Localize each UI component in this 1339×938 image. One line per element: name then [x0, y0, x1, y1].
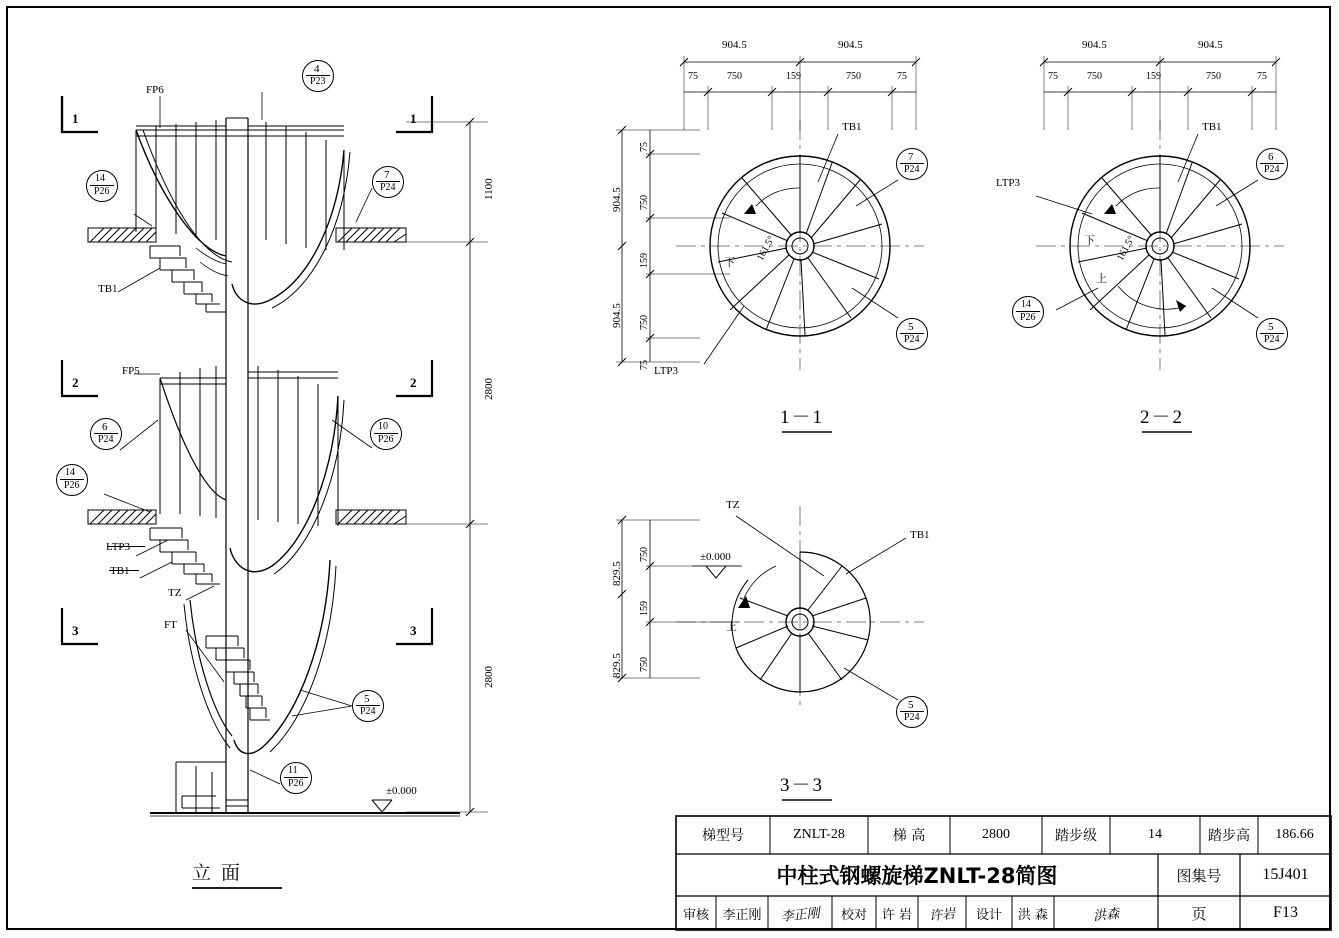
s22-topdim-left: 904.5	[1082, 39, 1107, 51]
part-tag-6-s22: 6 P24	[1256, 148, 1288, 180]
drawing-title: 中柱式钢螺旋梯ZNLT-28简图	[776, 864, 1058, 888]
s11-topdim-right: 904.5	[838, 39, 863, 51]
atlas-value: 15J401	[1262, 866, 1309, 883]
s11-sub-75b: 75	[897, 71, 907, 82]
note-tb1-elev-2: TB1	[110, 565, 130, 577]
part-tag-5-s22: 5 P24	[1256, 318, 1288, 350]
param-label-2: 踏步级	[1055, 828, 1097, 844]
s11-left-750b: 750	[639, 315, 650, 330]
s33-label-datum: ±0.000	[700, 551, 731, 563]
param-value-2: 14	[1148, 827, 1162, 842]
approval-sign-1: 许岩	[928, 906, 956, 924]
s11-left-750a: 750	[639, 195, 650, 210]
s11-left-75a: 75	[639, 142, 650, 152]
part-tag-14-elev-2: 14 P26	[56, 464, 88, 496]
note-ft-elev: FT	[164, 619, 177, 631]
s11-sub-750b: 750	[846, 71, 861, 82]
s11-angle-label: 161.5°	[755, 234, 778, 263]
s11-sub-159: 159	[786, 71, 801, 82]
s11-left-75b: 75	[639, 360, 650, 370]
cut-mark-2-right-label: 2	[410, 375, 417, 390]
s33-label-up: 上	[726, 621, 737, 633]
approval-name-0: 李正刚	[722, 907, 762, 923]
approval-role-2: 设计	[975, 907, 1002, 923]
s33-group-829a: 829.5	[611, 561, 623, 586]
note-ltp3-elev: LTP3	[106, 541, 131, 553]
s33-label-tz: TZ	[726, 499, 740, 511]
cut-mark-2-left-label: 2	[72, 375, 79, 390]
note-fp5: FP5	[122, 365, 140, 377]
approval-name-1: 许 岩	[881, 907, 913, 923]
s33-left-159: 159	[639, 601, 650, 616]
s22-sub-750a: 750	[1087, 71, 1102, 82]
s22-label-down: 下	[1084, 235, 1095, 247]
s11-sub-75a: 75	[688, 71, 698, 82]
cut-mark-3-left-label: 3	[72, 623, 79, 638]
s22-sub-750b: 750	[1206, 71, 1221, 82]
s22-angle-label: 161.5°	[1115, 234, 1138, 263]
s11-left-159: 159	[639, 253, 650, 268]
s11-arrow-label: 下	[724, 257, 735, 269]
s33-label-tb1: TB1	[910, 529, 930, 541]
dim-2800-lower: 2800	[483, 666, 495, 688]
cut-mark-3-right-label: 3	[410, 623, 417, 638]
s22-label-tb1: TB1	[1202, 121, 1222, 133]
section-3-3-caption: 3－3	[780, 775, 825, 796]
s22-sub-159: 159	[1146, 71, 1161, 82]
cut-mark-1-left-label: 1	[72, 111, 79, 126]
part-tag-14-elev: 14 P26	[86, 170, 118, 202]
cut-mark-1-right-label: 1	[410, 111, 417, 126]
part-tag-4: 4 P23	[302, 60, 334, 92]
approval-role-1: 校对	[840, 907, 867, 923]
param-value-1: 2800	[982, 827, 1010, 842]
dim-2800-upper: 2800	[483, 378, 495, 400]
s11-label-ltp3: LTP3	[654, 365, 679, 377]
part-tag-14-s22: 14 P26	[1012, 296, 1044, 328]
s33-left-750b: 750	[639, 657, 650, 672]
note-tb1-underline	[109, 570, 139, 571]
part-tag-7-s11: 7 P24	[896, 148, 928, 180]
note-ltp3-underline	[107, 546, 145, 547]
section-2-2-caption: 2－2	[1140, 407, 1185, 428]
page-value: F13	[1273, 904, 1298, 921]
note-fp6: FP6	[146, 84, 164, 96]
s22-label-up: 上	[1096, 273, 1107, 285]
part-tag-5-elev: 5 P24	[352, 690, 384, 722]
part-tag-5-s11: 5 P24	[896, 318, 928, 350]
s33-left-750a: 750	[639, 547, 650, 562]
part-tag-11-elev: 11 P26	[280, 762, 312, 794]
param-value-0: ZNLT-28	[793, 827, 845, 842]
s11-group-904a: 904.5	[611, 187, 623, 212]
s22-label-ltp3: LTP3	[996, 177, 1021, 189]
approval-role-0: 审核	[682, 907, 709, 923]
s11-label-tb1: TB1	[842, 121, 862, 133]
approval-sign-2: 洪森	[1092, 906, 1120, 924]
s11-group-904b: 904.5	[611, 303, 623, 328]
param-label-3: 踏步高	[1208, 828, 1250, 844]
part-tag-6-elev: 6 P24	[90, 418, 122, 450]
approval-sign-0: 李正刚	[780, 905, 821, 925]
note-tb1-elev: TB1	[98, 283, 118, 295]
section-1-1-caption: 1－1	[780, 407, 825, 428]
s22-topdim-right: 904.5	[1198, 39, 1223, 51]
part-tag-7-elev: 7 P24	[372, 166, 404, 198]
s33-group-829b: 829.5	[611, 653, 623, 678]
elevation-title: 立 面	[192, 862, 243, 884]
part-tag-10-elev: 10 P26	[370, 418, 402, 450]
datum-elevation: ±0.000	[386, 785, 417, 797]
param-value-3: 186.66	[1275, 827, 1314, 842]
page-label: 页	[1191, 904, 1207, 923]
param-label-0: 梯型号	[702, 828, 744, 844]
approval-name-2: 洪 森	[1017, 907, 1049, 923]
part-tag-5-s33: 5 P24	[896, 696, 928, 728]
s11-topdim-left: 904.5	[722, 39, 747, 51]
param-label-1: 梯 高	[892, 828, 926, 844]
s11-sub-750a: 750	[727, 71, 742, 82]
s22-sub-75b: 75	[1257, 71, 1267, 82]
dim-1100: 1100	[483, 178, 495, 200]
note-tz-elev: TZ	[168, 587, 182, 599]
atlas-label: 图集号	[1176, 866, 1222, 885]
s22-sub-75a: 75	[1048, 71, 1058, 82]
